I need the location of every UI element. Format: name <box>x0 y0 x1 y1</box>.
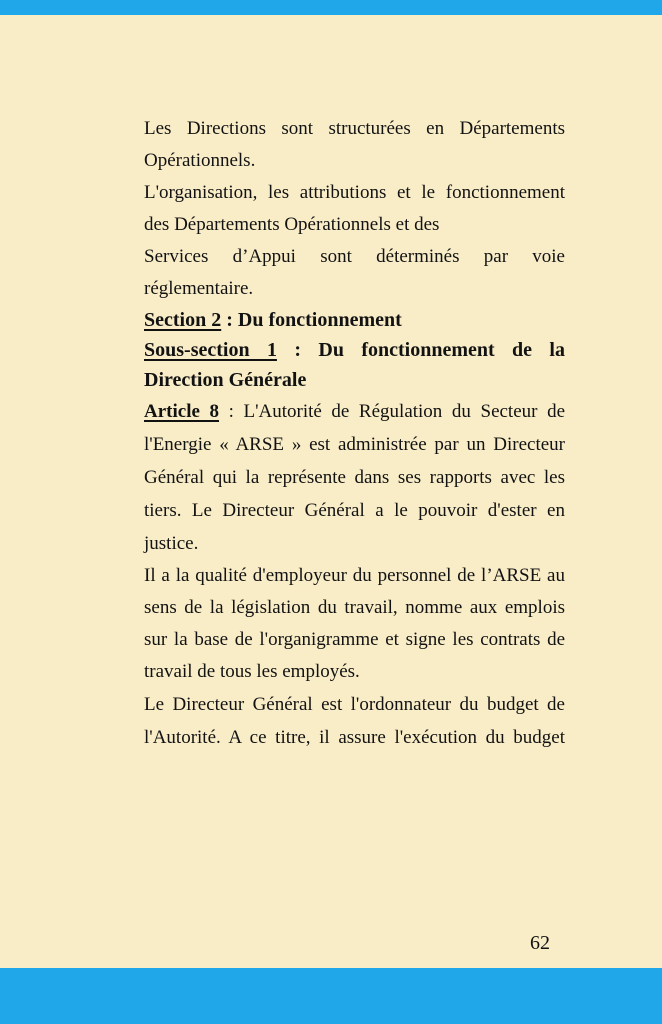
paragraph-article-8 <box>144 395 565 560</box>
page-content <box>144 113 565 754</box>
heading-sous-section-1-rest: : Du fonctionnement de la Direction Générale <box>144 339 565 391</box>
page-number: 62 <box>530 932 550 954</box>
heading-section-2-label: Section 2 <box>144 309 222 331</box>
bottom-accent-bar <box>0 968 662 1024</box>
heading-sous-section-1-label: Sous-section 1 <box>144 339 277 361</box>
article-8-label: Article 8 <box>144 401 219 422</box>
paragraph-organisation: L'organisation, les attributions et le fonctionnement des Départements Opérationnels et des <box>144 182 565 235</box>
paragraph-employeur: Il a la qualité d'employeur du personnel de l’ARSE au sens de la législation du travail, nomme aux emplois sur la base de l'organigramme et signe les contrats de travail de tous les employés. <box>144 565 565 682</box>
article-8-text: : L'Autorité de Régulation du Secteur de l'Energie « ARSE » est administrée par un Directeur Général qui la représente dans ses rapports avec les tiers. Le Directeur Général a le pouvoir d'ester en justice. <box>144 401 565 554</box>
heading-section-2-rest: : Du fonctionnement <box>221 309 402 331</box>
top-accent-bar <box>0 0 662 15</box>
heading-section-2 <box>144 305 565 335</box>
heading-sous-section-1 <box>144 335 565 395</box>
paragraph-budget: Le Directeur Général est l'ordonnateur du budget de l'Autorité. A ce titre, il assure l'exécution du budget <box>144 694 565 748</box>
paragraph-directions: Les Directions sont structurées en Départements Opérationnels. <box>144 118 565 171</box>
paragraph-services: Services d’Appui sont déterminés par voie réglementaire. <box>144 246 565 299</box>
